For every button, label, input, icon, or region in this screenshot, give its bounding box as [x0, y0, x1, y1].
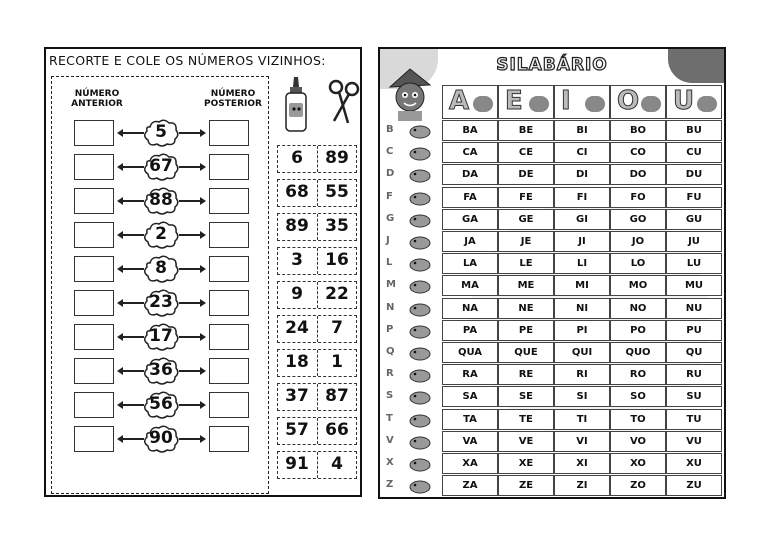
next-number-header	[202, 89, 264, 109]
syllable-cell: SI	[554, 386, 610, 407]
vowel-header-a	[442, 85, 498, 119]
syllable-cell: TU	[666, 409, 722, 430]
syllable-row-c	[382, 142, 724, 164]
consonant-letter: X	[386, 457, 394, 468]
right-arrow-icon	[179, 268, 201, 270]
consonant-letter: Z	[386, 479, 394, 491]
syllable-cell: PU	[666, 320, 722, 341]
right-arrow-icon	[179, 132, 201, 134]
vowel-letter: I	[561, 86, 571, 116]
consonant-letter: R	[386, 368, 394, 380]
syllable-cell: FI	[554, 187, 610, 208]
cut-out-number-card[interactable]	[277, 451, 357, 479]
syllable-cell: BO	[610, 120, 666, 141]
previous-number-box[interactable]	[74, 222, 114, 248]
syllable-row-q	[382, 342, 724, 364]
left-arrow-icon	[122, 336, 144, 338]
syllable-cell: QUI	[554, 342, 610, 363]
cut-out-number: 3	[291, 250, 303, 270]
syllable-cell: CU	[666, 142, 722, 163]
syllable-cell: DE	[498, 164, 554, 185]
cloud-number: 2	[155, 224, 167, 244]
teacup-icon	[406, 456, 434, 472]
syllable-cell: NE	[498, 298, 554, 319]
eggs-icon	[641, 96, 661, 112]
consonant-letter: P	[386, 323, 394, 335]
vowel-letter: U	[673, 86, 695, 116]
syllable-cell: JO	[610, 231, 666, 252]
syllable-cell: ME	[498, 275, 554, 296]
cut-out-number: 9	[291, 284, 303, 304]
number-cloud	[142, 254, 180, 284]
cut-out-number-card[interactable]	[277, 247, 357, 275]
consonant-letter: T	[386, 412, 393, 424]
cloud-number: 67	[149, 156, 173, 176]
syllable-cell: JA	[442, 231, 498, 252]
vowel-letter: O	[617, 86, 640, 116]
syllable-cell: GO	[610, 209, 666, 230]
syllable-cell: RA	[442, 364, 498, 385]
cut-out-number: 7	[331, 318, 343, 338]
syllable-cell: PE	[498, 320, 554, 341]
syllable-cell: PI	[554, 320, 610, 341]
next-number-box[interactable]	[209, 290, 249, 316]
syllable-cell: XU	[666, 453, 722, 474]
number-row	[52, 222, 270, 252]
syllable-cell: FA	[442, 187, 498, 208]
right-arrow-icon	[179, 336, 201, 338]
syllable-cell: FO	[610, 187, 666, 208]
syllable-cell: TE	[498, 409, 554, 430]
syllable-cell: GU	[666, 209, 722, 230]
syllable-cell: RE	[498, 364, 554, 385]
consonant-letter: G	[386, 212, 395, 224]
left-arrow-icon	[122, 268, 144, 270]
syllabary-chart	[378, 47, 726, 499]
number-cloud	[142, 118, 180, 148]
syllable-cell: FU	[666, 187, 722, 208]
syllable-row-r	[382, 364, 724, 386]
number-row	[52, 426, 270, 456]
syllable-cell: JI	[554, 231, 610, 252]
syllable-cell: TO	[610, 409, 666, 430]
number-row	[52, 358, 270, 388]
cut-out-number: 35	[325, 216, 349, 236]
syllable-cell: BI	[554, 120, 610, 141]
syllable-cell: MI	[554, 275, 610, 296]
left-arrow-icon	[122, 438, 144, 440]
syllable-cell: SE	[498, 386, 554, 407]
right-arrow-icon	[179, 200, 201, 202]
right-arrow-icon	[179, 370, 201, 372]
syllable-cell: SU	[666, 386, 722, 407]
syllable-cell: CO	[610, 142, 666, 163]
cut-out-number: 6	[291, 148, 303, 168]
cloud-number: 56	[149, 394, 173, 414]
house-icon	[406, 145, 434, 161]
right-arrow-icon	[179, 302, 201, 304]
consonant-letter: F	[386, 190, 393, 202]
answer-area	[51, 76, 269, 494]
syllable-row-t	[382, 409, 724, 431]
syllable-cell: ZE	[498, 475, 554, 496]
mouse-icon	[406, 367, 434, 383]
syllable-row-j	[382, 231, 724, 253]
syllable-cell: CI	[554, 142, 610, 163]
syllabary-title: SILABÁRIO	[496, 55, 608, 75]
consonant-letter: V	[386, 434, 394, 446]
next-number-box[interactable]	[209, 358, 249, 384]
cut-out-number: 37	[285, 386, 309, 406]
vowel-letter: E	[505, 86, 523, 116]
previous-number-box[interactable]	[74, 256, 114, 282]
cut-out-number: 89	[325, 148, 349, 168]
syllable-cell: DI	[554, 164, 610, 185]
ship-icon	[406, 301, 434, 317]
elephant-icon	[529, 96, 549, 112]
syllable-cell: LO	[610, 253, 666, 274]
syllable-row-n	[382, 298, 724, 320]
previous-number-box[interactable]	[74, 426, 114, 452]
neighbor-numbers-worksheet	[44, 47, 362, 497]
cat-icon	[406, 212, 434, 228]
syllable-cell: NU	[666, 298, 722, 319]
syllable-cell: ZO	[610, 475, 666, 496]
watermelon-icon	[406, 278, 434, 294]
whale-icon	[406, 123, 434, 139]
grapes-icon	[697, 96, 717, 112]
consonant-letter: S	[386, 390, 394, 402]
cut-out-number-card[interactable]	[277, 383, 357, 411]
syllable-cell: PA	[442, 320, 498, 341]
consonant-letter: M	[386, 279, 396, 291]
consonant-letter: C	[386, 146, 394, 158]
syllable-cell: TI	[554, 409, 610, 430]
left-arrow-icon	[122, 166, 144, 168]
scissors-icon	[326, 79, 360, 127]
right-arrow-icon	[179, 166, 201, 168]
syllable-cell: TA	[442, 409, 498, 430]
telephone-icon	[406, 412, 434, 428]
syllable-cell: ZI	[554, 475, 610, 496]
syllable-cell: SA	[442, 386, 498, 407]
left-arrow-icon	[122, 370, 144, 372]
number-row	[52, 392, 270, 422]
next-number-box[interactable]	[209, 154, 249, 180]
next-number-box[interactable]	[209, 188, 249, 214]
syllable-cell: GI	[554, 209, 610, 230]
syllable-cell: QUO	[610, 342, 666, 363]
number-row	[52, 188, 270, 218]
cut-out-number: 18	[285, 352, 309, 372]
syllable-row-b	[382, 120, 724, 142]
syllable-cell: NI	[554, 298, 610, 319]
cut-out-number: 24	[285, 318, 309, 338]
syllable-cell: NA	[442, 298, 498, 319]
cloud-number: 36	[149, 360, 173, 380]
number-cloud	[142, 288, 180, 318]
syllable-row-s	[382, 386, 724, 408]
previous-number-box[interactable]	[74, 188, 114, 214]
child-with-hat-illustration	[384, 67, 436, 121]
syllable-cell: BA	[442, 120, 498, 141]
syllable-cell: MA	[442, 275, 498, 296]
cut-out-number: 87	[325, 386, 349, 406]
consonant-letter: B	[386, 124, 394, 135]
cut-out-number-card[interactable]	[277, 145, 357, 173]
left-arrow-icon	[122, 132, 144, 134]
next-number-box[interactable]	[209, 256, 249, 282]
syllable-cell: RU	[666, 364, 722, 385]
syllable-cell: LU	[666, 253, 722, 274]
number-cloud	[142, 390, 180, 420]
previous-number-box[interactable]	[74, 120, 114, 146]
cut-out-number-card[interactable]	[277, 349, 357, 377]
consonant-letter: Q	[386, 346, 395, 357]
vowel-letter: A	[449, 86, 470, 116]
syllable-cell: XA	[442, 453, 498, 474]
left-arrow-icon	[122, 234, 144, 236]
previous-number-box[interactable]	[74, 154, 114, 180]
right-arrow-icon	[179, 234, 201, 236]
syllable-row-x	[382, 453, 724, 475]
number-row	[52, 324, 270, 354]
previous-number-box[interactable]	[74, 392, 114, 418]
syllable-cell: XO	[610, 453, 666, 474]
lion-icon	[406, 256, 434, 272]
syllable-cell: LI	[554, 253, 610, 274]
syllable-cell: DO	[610, 164, 666, 185]
right-arrow-icon	[179, 404, 201, 406]
cloud-number: 90	[149, 428, 173, 448]
syllable-cell: CA	[442, 142, 498, 163]
previous-number-box[interactable]	[74, 290, 114, 316]
cut-out-number-card[interactable]	[277, 315, 357, 343]
syllable-row-l	[382, 253, 724, 275]
next-number-box[interactable]	[209, 222, 249, 248]
syllable-cell: VU	[666, 431, 722, 452]
syllable-cell: RO	[610, 364, 666, 385]
left-arrow-icon	[122, 302, 144, 304]
worksheet-title: RECORTE E COLE OS NÚMEROS VIZINHOS:	[49, 53, 326, 68]
number-cloud	[142, 186, 180, 216]
syllable-row-p	[382, 320, 724, 342]
syllable-cell: VE	[498, 431, 554, 452]
syllable-cell: LA	[442, 253, 498, 274]
syllable-cell: VO	[610, 431, 666, 452]
syllable-row-v	[382, 431, 724, 453]
next-number-box[interactable]	[209, 392, 249, 418]
vowel-header-u	[666, 85, 722, 119]
cloud-number: 23	[149, 292, 173, 312]
previous-number-box[interactable]	[74, 358, 114, 384]
syllable-cell: QUE	[498, 342, 554, 363]
cut-out-number-card[interactable]	[277, 281, 357, 309]
next-number-label: NÚMERO POSTERIOR	[204, 89, 262, 109]
cut-out-number: 22	[325, 284, 349, 304]
number-row	[52, 290, 270, 320]
syllable-cell: MU	[666, 275, 722, 296]
syllable-cell: MO	[610, 275, 666, 296]
vowel-header-i	[554, 85, 610, 119]
syllable-cell: QU	[666, 342, 722, 363]
igloo-icon	[585, 96, 605, 112]
previous-number-box[interactable]	[74, 324, 114, 350]
cut-out-number: 55	[325, 182, 349, 202]
cut-out-number: 68	[285, 182, 309, 202]
next-number-box[interactable]	[209, 324, 249, 350]
syllable-cell: NO	[610, 298, 666, 319]
consonant-letter: L	[386, 257, 393, 269]
cut-out-number: 91	[285, 454, 309, 474]
syllable-cell: JE	[498, 231, 554, 252]
dice-icon	[406, 167, 434, 183]
syllable-cell: BE	[498, 120, 554, 141]
syllable-cell: SO	[610, 386, 666, 407]
syllable-row-z	[382, 475, 724, 497]
syllable-cell: QUA	[442, 342, 498, 363]
vase-icon	[406, 434, 434, 450]
vowel-header-e	[498, 85, 554, 119]
syllable-cell: BU	[666, 120, 722, 141]
syllable-row-f	[382, 187, 724, 209]
syllable-cell: RI	[554, 364, 610, 385]
number-cloud	[142, 424, 180, 454]
consonant-letter: N	[386, 301, 395, 313]
number-cloud	[142, 356, 180, 386]
bee-icon	[473, 96, 493, 112]
syllable-cell: ZU	[666, 475, 722, 496]
syllable-cell: PO	[610, 320, 666, 341]
cut-out-number: 1	[331, 352, 343, 372]
syllable-cell: VI	[554, 431, 610, 452]
number-cloud	[142, 322, 180, 352]
syllable-row-d	[382, 164, 724, 186]
cloud-number: 17	[149, 326, 173, 346]
cut-out-number: 66	[325, 420, 349, 440]
syllable-cell: XE	[498, 453, 554, 474]
syllable-cell: VA	[442, 431, 498, 452]
syllable-cell: GA	[442, 209, 498, 230]
syllable-cell: ZA	[442, 475, 498, 496]
cloud-number: 5	[155, 122, 167, 142]
glue-bottle-icon	[284, 75, 308, 133]
syllable-cell: CE	[498, 142, 554, 163]
cut-out-number: 57	[285, 420, 309, 440]
number-cloud	[142, 152, 180, 182]
syllable-cell: DU	[666, 164, 722, 185]
syllable-cell: GE	[498, 209, 554, 230]
cloud-number: 88	[149, 190, 173, 210]
syllable-row-g	[382, 209, 724, 231]
cut-out-number: 89	[285, 216, 309, 236]
cut-out-number-card[interactable]	[277, 179, 357, 207]
number-row	[52, 154, 270, 184]
number-cloud	[142, 220, 180, 250]
syllable-cell: JU	[666, 231, 722, 252]
consonant-letter: J	[386, 235, 390, 246]
vowel-header-o	[610, 85, 666, 119]
syllable-cell: XI	[554, 453, 610, 474]
syllable-cell: FE	[498, 187, 554, 208]
seal-icon	[406, 190, 434, 206]
left-arrow-icon	[122, 200, 144, 202]
left-arrow-icon	[122, 404, 144, 406]
number-row	[52, 256, 270, 286]
cut-out-number: 16	[325, 250, 349, 270]
alligator-icon	[406, 234, 434, 250]
cut-out-number: 4	[331, 454, 343, 474]
syllable-row-m	[382, 275, 724, 297]
cloud-number: 8	[155, 258, 167, 278]
syllable-cell: LE	[498, 253, 554, 274]
next-number-box[interactable]	[209, 426, 249, 452]
previous-number-header	[66, 89, 128, 109]
syllable-cell: DA	[442, 164, 498, 185]
right-arrow-icon	[179, 438, 201, 440]
number-row	[52, 120, 270, 150]
previous-number-label: NÚMERO ANTERIOR	[71, 89, 123, 109]
frog-icon	[406, 389, 434, 405]
next-number-box[interactable]	[209, 120, 249, 146]
zebra-icon	[406, 478, 434, 494]
consonant-letter: D	[386, 168, 395, 180]
cut-out-number-card[interactable]	[277, 417, 357, 445]
cut-out-number-card[interactable]	[277, 213, 357, 241]
duck-icon	[406, 323, 434, 339]
cheese-icon	[406, 345, 434, 361]
